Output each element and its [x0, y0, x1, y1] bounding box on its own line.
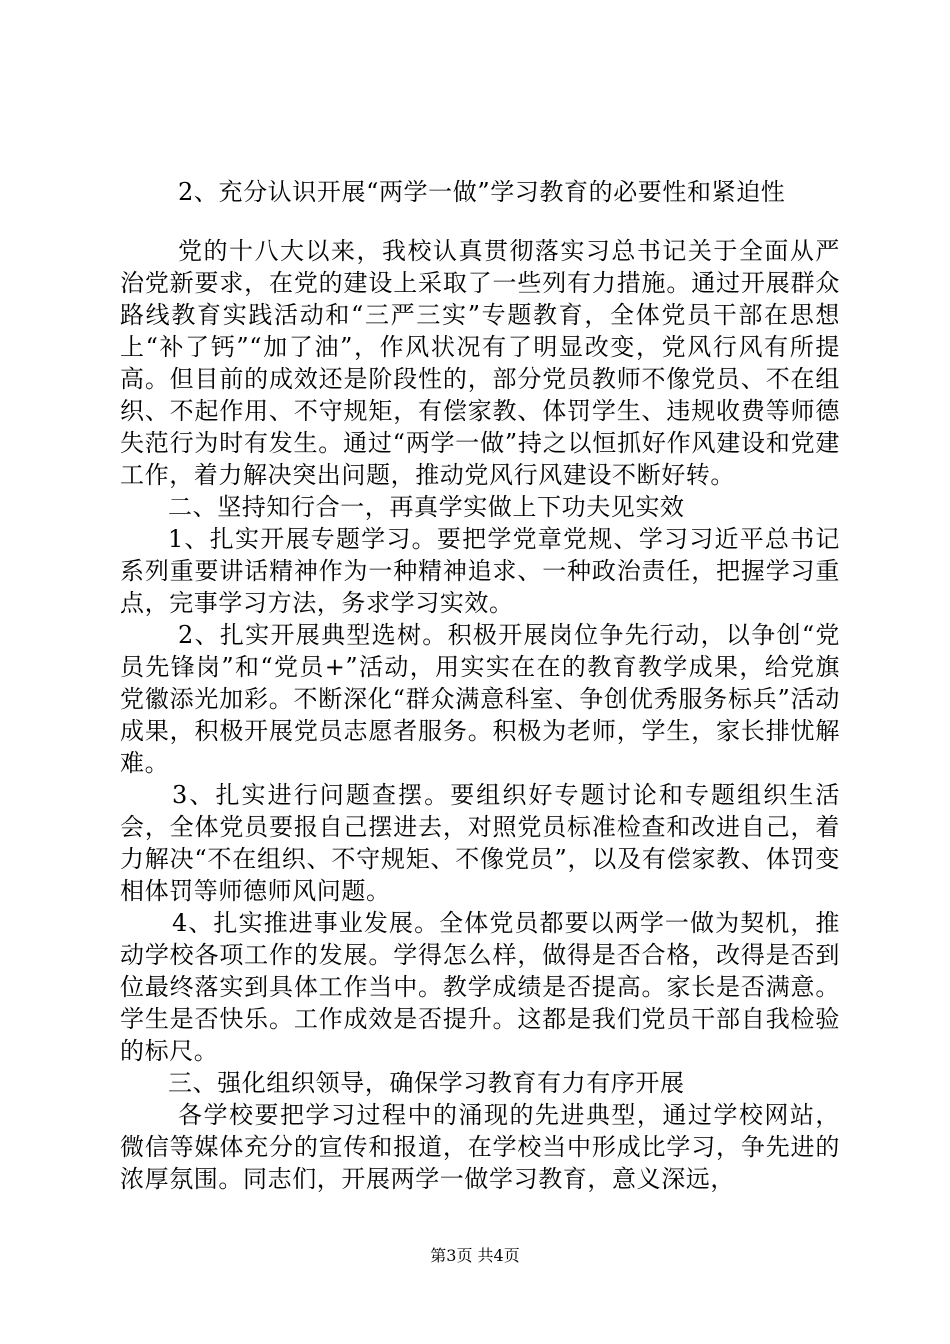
paragraph-background: 党的十八大以来，我校认真贯彻落实习总书记关于全面从严治党新要求，在党的建设上采取了一些列有力措施。通过开展群众路线教育实践活动和“三严三实”专题教育，全体党员干部在思想上“补了钙”“加了油”，作风状况有了明显改变，党风行风有所提高。但目前的成效还是阶段性的，部分党员教师不像党员、不在组织、不起作用、不守规矩，有偿家教、体罚学生、违规收费等师德失范行为时有发生。通过“两学一做”持之以恒抓好作风建设和党建工作，着力解决突出问题，推动党风行风建设不断好转。	[120, 237, 840, 489]
paragraph-closing: 各学校要把学习过程中的涌现的先进典型，通过学校网站，微信等媒体充分的宣传和报道，在学校当中形成比学习，争先进的浓厚氛围。同志们，开展两学一做学习教育，意义深远，	[120, 1101, 840, 1193]
section-heading-3: 三、强化组织领导，确保学习教育有力有序开展	[168, 1069, 685, 1097]
paragraph-item-1: 1、扎实开展专题学习。要把学党章党规、学习习近平总书记系列重要讲话精神作为一种精神追求、一种政治责任，把握学习重点，完事学习方法，务求学习实效。	[120, 525, 840, 617]
paragraph-item-3: 3、扎实进行问题查摆。要组织好专题讨论和专题组织生活会，全体党员要报自己摆进去，对照党员标准检查和改进自己，着力解决“不在组织、不守规矩、不像党员”，以及有偿家教、体罚变相体罚等师德师风问题。	[120, 781, 840, 905]
section-subheading: 2、充分认识开展“两学一做”学习教育的必要性和紧迫性	[178, 178, 786, 206]
section-heading-2: 二、坚持知行合一，再真学实做上下功夫见实效	[168, 493, 685, 521]
paragraph-item-4: 4、扎实推进事业发展。全体党员都要以两学一做为契机，推动学校各项工作的发展。学得怎么样，做得是否合格，改得是否到位最终落实到具体工作当中。教学成绩是否提高。家长是否满意。学生是否快乐。工作成效是否提升。这都是我们党员干部自我检验的标尺。	[120, 909, 840, 1065]
page-footer: 第3页 共4页	[430, 1246, 520, 1265]
paragraph-item-2: 2、扎实开展典型选树。积极开展岗位争先行动，以争创“党员先锋岗”和“党员+”活动，用实实在在的教育教学成果，给党旗党徽添光加彩。不断深化“群众满意科室、争创优秀服务标兵”活动成果，积极开展党员志愿者服务。积极为老师，学生，家长排忧解难。	[120, 621, 840, 777]
document-body	[120, 235, 840, 1195]
